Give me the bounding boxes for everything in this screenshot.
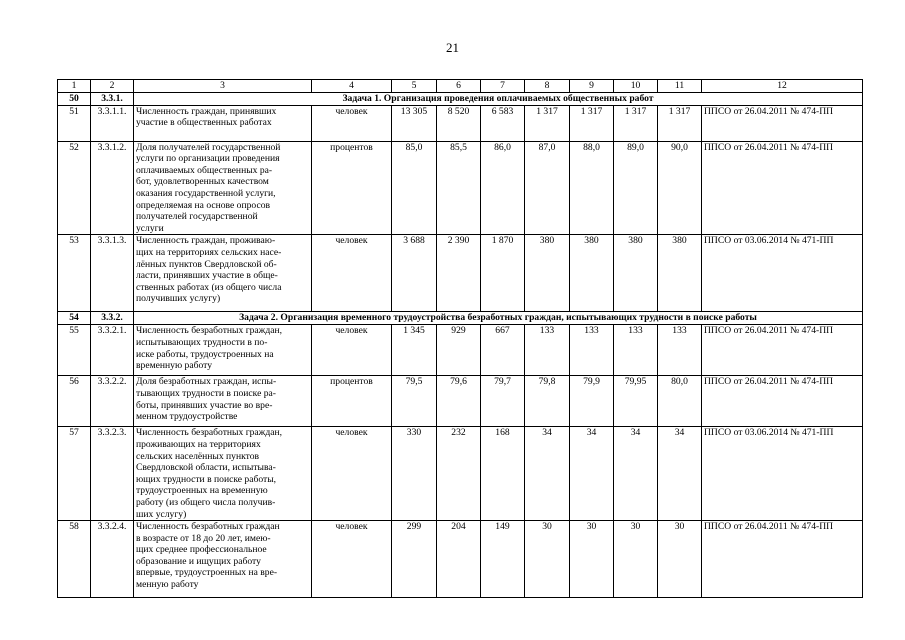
value-col10: 30 <box>614 521 658 598</box>
source-document: ППСО от 26.04.2011 № 474-ПП <box>702 105 863 141</box>
row-number: 53 <box>58 235 91 312</box>
unit: процентов <box>312 141 392 235</box>
value-col5: 299 <box>392 521 437 598</box>
value-col5: 85,0 <box>392 141 437 235</box>
source-document: ППСО от 26.04.2011 № 474-ПП <box>702 376 863 427</box>
column-header: 10 <box>614 80 658 93</box>
indicator-name: Доля получателей государственной услуги по организации проведения оплачиваемых общественных ра- бот, удовлетворенных качеством оказания государственной услуги, определяемая на основе опросов получателей государственной услуги <box>134 141 312 235</box>
source-document: ППСО от 26.04.2011 № 474-ПП <box>702 521 863 598</box>
column-header: 12 <box>702 80 863 93</box>
row-number: 54 <box>58 312 91 325</box>
column-header: 7 <box>481 80 525 93</box>
value-col6: 232 <box>437 427 481 521</box>
row-code: 3.3.1.1. <box>91 105 134 141</box>
row-code: 3.3.2.3. <box>91 427 134 521</box>
row-number: 51 <box>58 105 91 141</box>
row-code: 3.3.2. <box>91 312 134 325</box>
value-col7: 667 <box>481 325 525 376</box>
value-col11: 80,0 <box>658 376 702 427</box>
table-row <box>58 427 863 521</box>
indicator-name: Численность безработных граждан в возрасте от 18 до 20 лет, имею- щих среднее профессиональное образование и ищущих работу впервые, трудоустроенных на вре- менную работу <box>134 521 312 598</box>
value-col11: 34 <box>658 427 702 521</box>
column-header: 5 <box>392 80 437 93</box>
value-col7: 1 870 <box>481 235 525 312</box>
value-col8: 380 <box>525 235 570 312</box>
source-document: ППСО от 03.06.2014 № 471-ПП <box>702 235 863 312</box>
source-document: ППСО от 26.04.2011 № 474-ПП <box>702 325 863 376</box>
column-header: 1 <box>58 80 91 93</box>
task-row <box>58 92 863 105</box>
column-header: 4 <box>312 80 392 93</box>
value-col6: 79,6 <box>437 376 481 427</box>
row-code: 3.3.1.3. <box>91 235 134 312</box>
column-header: 8 <box>525 80 570 93</box>
value-col9: 79,9 <box>570 376 614 427</box>
value-col5: 13 305 <box>392 105 437 141</box>
page-number: 21 <box>446 40 459 55</box>
unit: человек <box>312 427 392 521</box>
row-code: 3.3.1. <box>91 92 134 105</box>
column-header: 3 <box>134 80 312 93</box>
table-row <box>58 141 863 235</box>
value-col10: 79,95 <box>614 376 658 427</box>
value-col9: 1 317 <box>570 105 614 141</box>
source-document: ППСО от 26.04.2011 № 474-ПП <box>702 141 863 235</box>
column-header: 2 <box>91 80 134 93</box>
value-col11: 90,0 <box>658 141 702 235</box>
row-code: 3.3.2.1. <box>91 325 134 376</box>
row-code: 3.3.2.2. <box>91 376 134 427</box>
value-col11: 380 <box>658 235 702 312</box>
value-col6: 2 390 <box>437 235 481 312</box>
value-col8: 79,8 <box>525 376 570 427</box>
source-document: ППСО от 03.06.2014 № 471-ПП <box>702 427 863 521</box>
indicator-name: Численность безработных граждан, проживающих на территориях сельских населённых пунктов Свердловской области, испытыва- ющих трудности в поиске работы, трудоустроенных на временную работу (из общего числа получив- ших услугу) <box>134 427 312 521</box>
value-col10: 89,0 <box>614 141 658 235</box>
row-number: 58 <box>58 521 91 598</box>
value-col11: 1 317 <box>658 105 702 141</box>
value-col7: 149 <box>481 521 525 598</box>
value-col8: 87,0 <box>525 141 570 235</box>
value-col9: 34 <box>570 427 614 521</box>
value-col6: 85,5 <box>437 141 481 235</box>
task-title: Задача 1. Организация проведения оплачиваемых общественных работ <box>134 92 863 105</box>
value-col7: 168 <box>481 427 525 521</box>
value-col6: 204 <box>437 521 481 598</box>
value-col8: 30 <box>525 521 570 598</box>
value-col8: 1 317 <box>525 105 570 141</box>
unit: человек <box>312 325 392 376</box>
value-col9: 88,0 <box>570 141 614 235</box>
value-col9: 133 <box>570 325 614 376</box>
indicator-name: Численность безработных граждан, испытывающих трудности в по- иске работы, трудоустроенных на временную работу <box>134 325 312 376</box>
value-col10: 380 <box>614 235 658 312</box>
row-number: 56 <box>58 376 91 427</box>
unit: процентов <box>312 376 392 427</box>
value-col5: 1 345 <box>392 325 437 376</box>
value-col6: 929 <box>437 325 481 376</box>
value-col8: 133 <box>525 325 570 376</box>
row-number: 50 <box>58 92 91 105</box>
row-number: 57 <box>58 427 91 521</box>
indicator-name: Численность граждан, принявших участие в общественных работах <box>134 105 312 141</box>
table-row <box>58 376 863 427</box>
value-col9: 380 <box>570 235 614 312</box>
row-code: 3.3.2.4. <box>91 521 134 598</box>
value-col11: 133 <box>658 325 702 376</box>
unit: человек <box>312 521 392 598</box>
column-header: 6 <box>437 80 481 93</box>
unit: человек <box>312 235 392 312</box>
table-row <box>58 521 863 598</box>
value-col7: 79,7 <box>481 376 525 427</box>
unit: человек <box>312 105 392 141</box>
value-col7: 6 583 <box>481 105 525 141</box>
table-row <box>58 105 863 141</box>
table-row <box>58 325 863 376</box>
value-col8: 34 <box>525 427 570 521</box>
column-header: 11 <box>658 80 702 93</box>
task-row <box>58 312 863 325</box>
indicators-table <box>57 79 863 598</box>
value-col7: 86,0 <box>481 141 525 235</box>
value-col6: 8 520 <box>437 105 481 141</box>
column-header: 9 <box>570 80 614 93</box>
column-header-row <box>58 80 863 93</box>
row-number: 55 <box>58 325 91 376</box>
value-col9: 30 <box>570 521 614 598</box>
task-title: Задача 2. Организация временного трудоустройства безработных граждан, испытывающих трудности в поиске работы <box>134 312 863 325</box>
value-col10: 34 <box>614 427 658 521</box>
value-col10: 1 317 <box>614 105 658 141</box>
value-col5: 330 <box>392 427 437 521</box>
indicator-name: Численность граждан, проживаю- щих на территориях сельских насе- лённых пунктов Свердловской об- ласти, принявших участие в обще- ственных работах (из общего числа получивших услугу) <box>134 235 312 312</box>
value-col11: 30 <box>658 521 702 598</box>
value-col10: 133 <box>614 325 658 376</box>
indicator-name: Доля безработных граждан, испы- тывающих трудности в поиске ра- боты, принявших участие во вре- менном трудоустройстве <box>134 376 312 427</box>
value-col5: 79,5 <box>392 376 437 427</box>
row-code: 3.3.1.2. <box>91 141 134 235</box>
row-number: 52 <box>58 141 91 235</box>
value-col5: 3 688 <box>392 235 437 312</box>
table-row <box>58 235 863 312</box>
